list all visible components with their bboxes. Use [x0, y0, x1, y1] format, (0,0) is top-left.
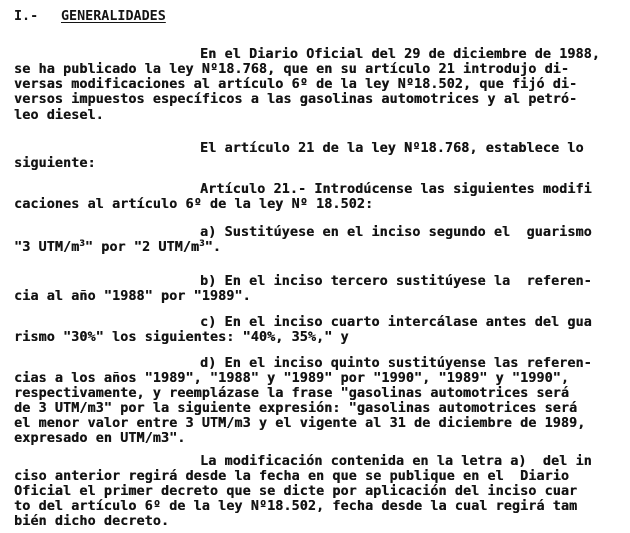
item-a-text: "3 UTM/m: [14, 240, 80, 255]
item-a-text: ".: [204, 240, 221, 255]
paragraph-2-line: siguiente:: [14, 156, 96, 171]
paragraph-2-line: El artículo 21 de la ley Nº18.768, establece lo: [200, 141, 584, 156]
article-line: caciones al artículo 6º de la ley Nº 18.502:: [14, 197, 374, 212]
superscript: 3: [79, 239, 85, 249]
item-b-line: b) En el inciso tercero sustitúyese la referen-: [200, 274, 592, 289]
paragraph-1-line: versas modificaciones al artículo 6º de la ley Nº18.502, que fijó di-: [14, 77, 578, 92]
item-d-line: el menor valor entre 3 UTM/m3 y el vigente al 31 de diciembre de 1989,: [14, 416, 586, 431]
item-d-line: cias a los años "1989", "1988" y "1989" por "1990", "1989" y "1990",: [14, 371, 570, 386]
final-paragraph-line: to del artículo 6º de la ley Nº18.502, fecha desde la cual regirá tam: [14, 499, 578, 514]
item-c-line: c) En el inciso cuarto intercálase antes del gua: [200, 315, 592, 330]
section-title: GENERALIDADES: [61, 9, 166, 24]
final-paragraph-line: La modificación contenida en la letra a) del in: [200, 454, 592, 469]
section-number: I.-: [14, 9, 39, 24]
item-a-line: [14, 240, 221, 255]
item-d-line: de 3 UTM/m3" por la siguiente expresión: "gasolinas automotrices será: [14, 401, 578, 416]
item-a-text: " por "2 UTM/m: [84, 240, 200, 255]
final-paragraph-line: Oficial el primer decreto que se dicte por aplicación del inciso cuar: [14, 484, 578, 499]
item-d-line: expresado en UTM/m3".: [14, 431, 186, 446]
superscript: 3: [199, 239, 205, 249]
item-d-line: d) En el inciso quinto sustitúyense las referen-: [200, 356, 592, 371]
item-d-line: respectivamente, y reemplázase la frase "gasolinas automotrices será: [14, 386, 570, 401]
paragraph-1-line: En el Diario Oficial del 29 de diciembre de 1988,: [200, 47, 600, 62]
final-paragraph-line: ciso anterior regirá desde la fecha en que se publique en el Diario: [14, 469, 570, 484]
item-c-line: rismo "30%" los siguientes: "40%, 35%," y: [14, 330, 349, 345]
item-a-line: a) Sustitúyese en el inciso segundo el guarismo: [200, 225, 592, 240]
paragraph-1-line: versos impuestos específicos a las gasolinas automotrices y al petró-: [14, 92, 578, 107]
final-paragraph-line: bién dicho decreto.: [14, 514, 170, 529]
paragraph-1-line: leo diesel.: [14, 108, 104, 123]
paragraph-1-line: se ha publicado la ley Nº18.768, que en su artículo 21 introdujo di-: [14, 62, 570, 77]
item-b-line: cia al año "1988" por "1989".: [14, 289, 251, 304]
article-line: Artículo 21.- Introdúcense las siguientes modifi: [200, 182, 592, 197]
